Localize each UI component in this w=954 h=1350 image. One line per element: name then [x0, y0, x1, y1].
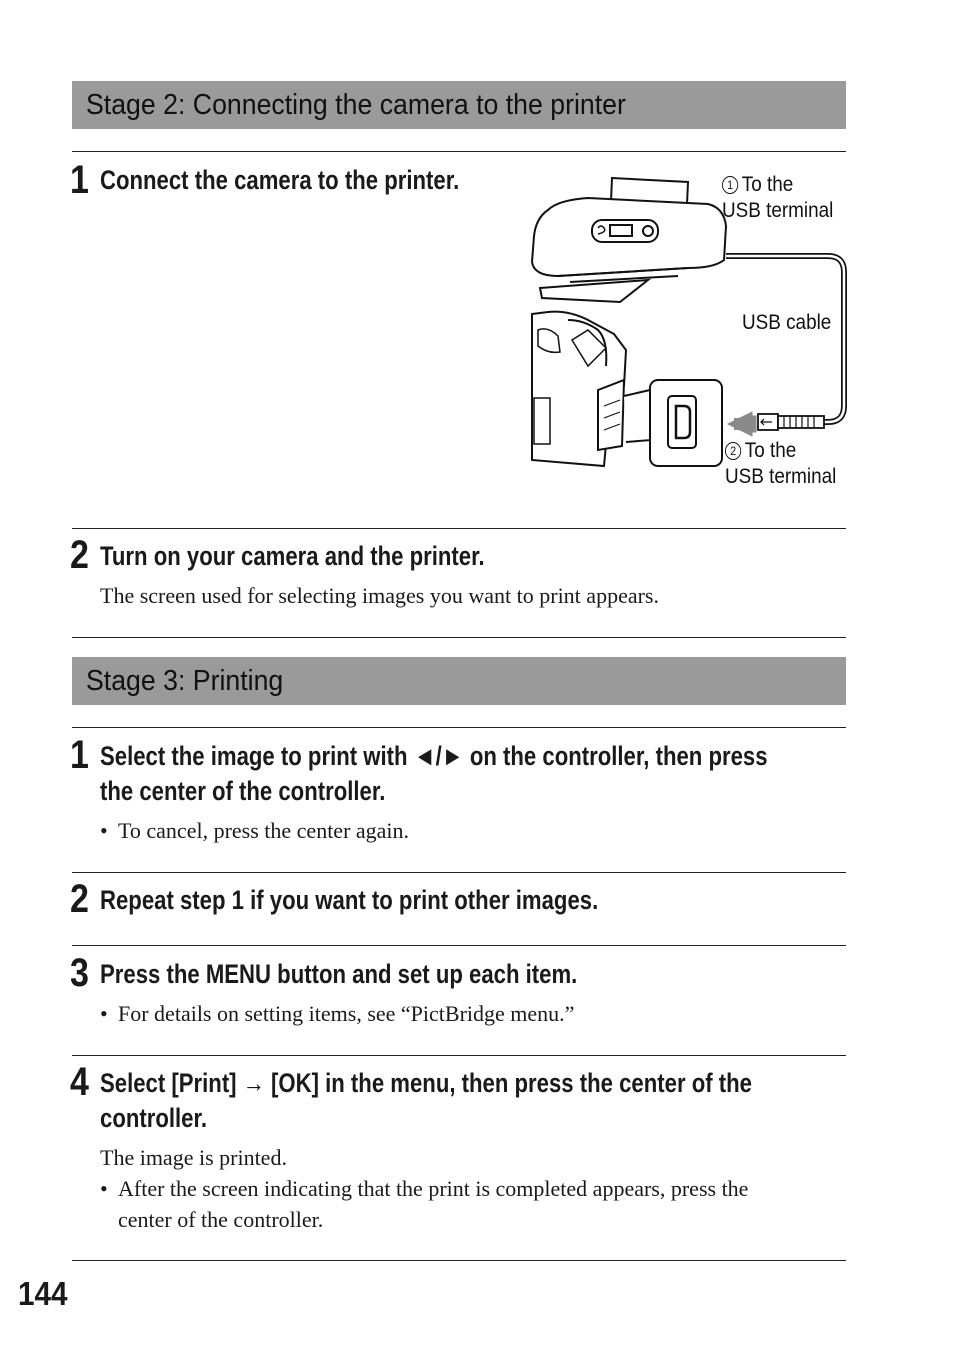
- bullet-icon: •: [100, 1001, 108, 1026]
- step-number: 2: [70, 533, 89, 577]
- divider: [72, 637, 846, 638]
- step-number: 2: [70, 877, 89, 921]
- divider: [72, 727, 846, 728]
- usb-terminal-label-2-line2: USB terminal: [725, 465, 837, 488]
- circled-number-1: 1: [722, 176, 738, 194]
- step-description: The image is printed.: [100, 1145, 287, 1170]
- usb-plug-icon: [758, 414, 824, 430]
- step-heading: Turn on your camera and the printer.: [100, 541, 485, 571]
- step-heading: Repeat step 1 if you want to print other images.: [100, 885, 599, 915]
- step-number: 1: [70, 158, 89, 202]
- page-number: 144: [18, 1275, 68, 1312]
- step-heading-line-1: Select [Print] → [OK] in the menu, then press the center of the: [100, 1068, 752, 1098]
- divider: [72, 1260, 846, 1261]
- step-heading: Connect the camera to the printer.: [100, 165, 460, 195]
- step-heading: Press the MENU button and set up each item.: [100, 959, 578, 989]
- step-description: The screen used for selecting images you want to print appears.: [100, 583, 659, 608]
- stage-3-title: Stage 3: Printing: [86, 665, 284, 697]
- divider: [72, 1055, 846, 1056]
- divider: [72, 528, 846, 529]
- camera-icon: [532, 312, 652, 466]
- bullet-icon: •: [100, 1176, 108, 1201]
- step-number: 1: [70, 733, 89, 777]
- step-heading-line-2: controller.: [100, 1103, 208, 1133]
- bullet-item: • For details on setting items, see “PictBridge menu.”: [100, 998, 820, 1029]
- step-heading-line-1: Select the image to print with ◄/► on the controller, then press: [100, 741, 768, 771]
- divider: [72, 945, 846, 946]
- usb-terminal-label-1-line2: USB terminal: [722, 199, 834, 222]
- bullet-item: • To cancel, press the center again.: [100, 815, 820, 846]
- stage-2-title: Stage 2: Connecting the camera to the printer: [86, 89, 626, 121]
- printer-icon: [532, 178, 726, 302]
- usb-cable-label: USB cable: [742, 311, 832, 334]
- step-number: 4: [70, 1060, 89, 1104]
- bullet-icon: •: [100, 818, 108, 843]
- usb-terminal-icon: [650, 380, 722, 466]
- usb-terminal-label-1: 1 To the: [722, 172, 793, 198]
- usb-terminal-label-2: 2 To the: [725, 438, 796, 464]
- step-number: 3: [70, 951, 89, 995]
- bullet-item: • After the screen indicating that the print is completed appears, press the center of the controller.: [100, 1173, 820, 1235]
- stage-3-banner: [72, 657, 846, 705]
- divider: [72, 872, 846, 873]
- circled-number-2: 2: [725, 442, 741, 460]
- stage-2-banner: [72, 81, 846, 129]
- step-heading-line-2: the center of the controller.: [100, 776, 386, 806]
- divider: [72, 151, 846, 152]
- usb-cable: [726, 256, 844, 422]
